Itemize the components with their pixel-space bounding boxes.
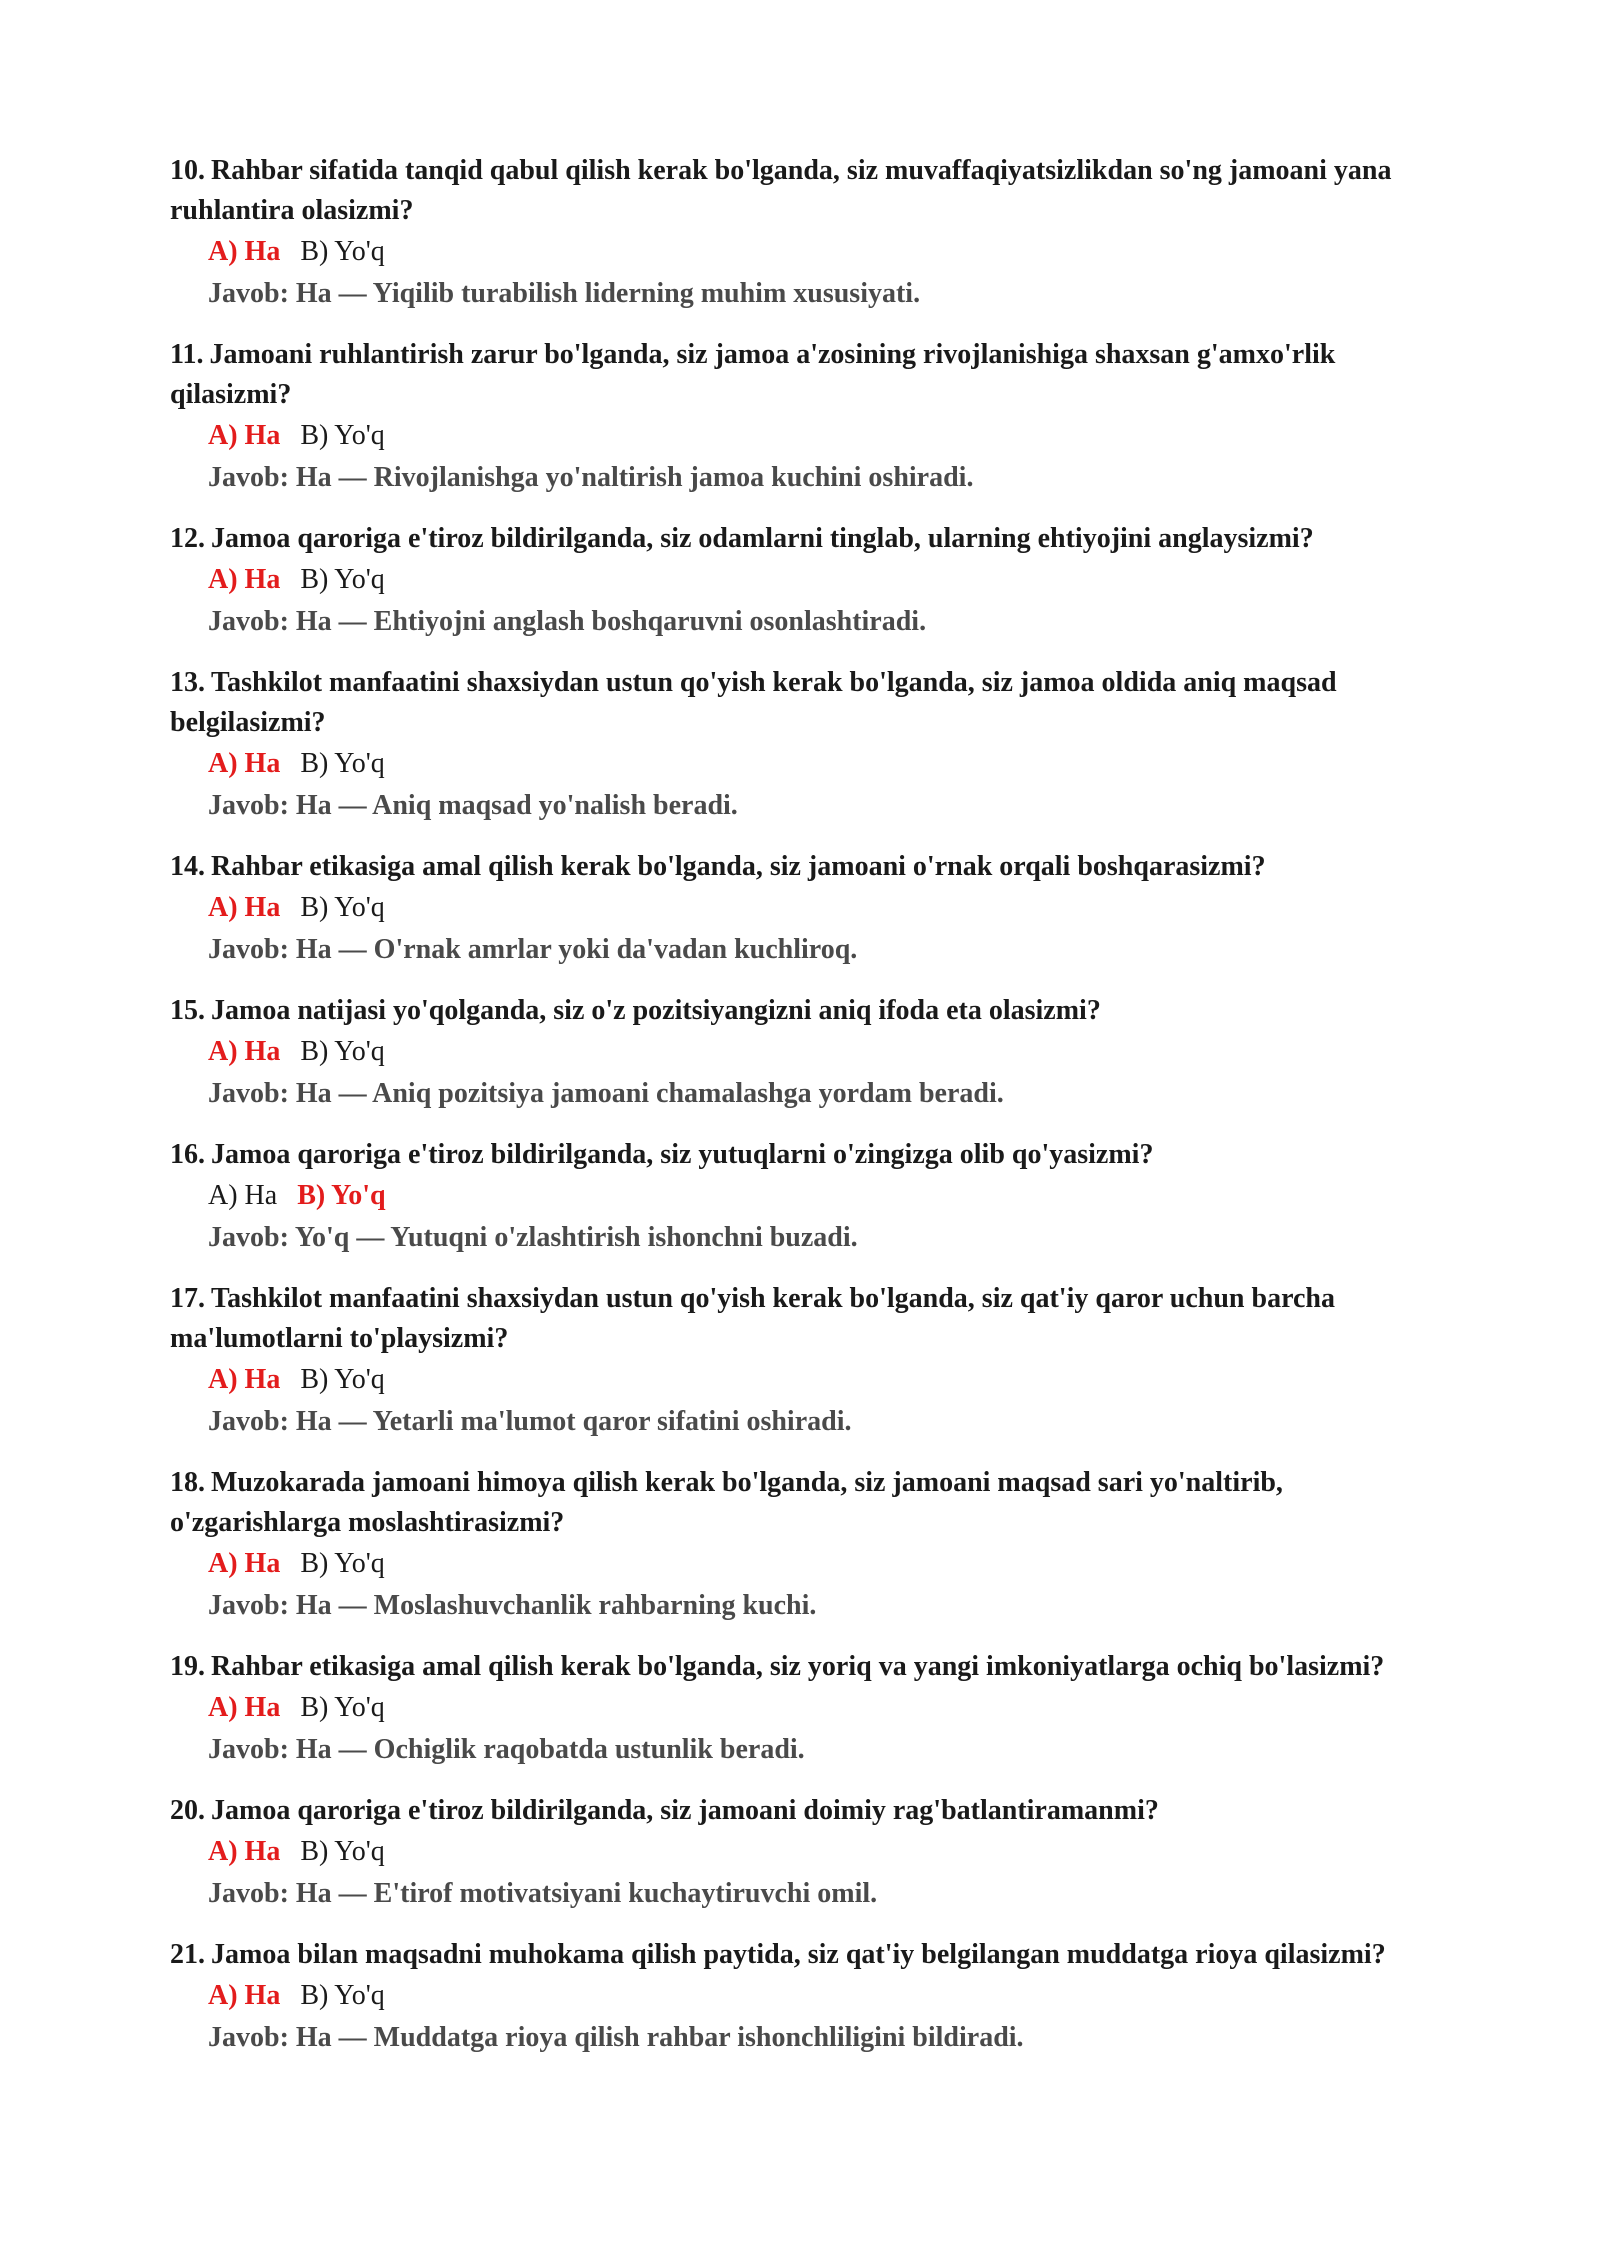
answer-explanation: Javob: Ha — E'tirof motivatsiyani kuchaytiruvchi omil.: [208, 1878, 878, 1909]
answer-explanation: Javob: Ha — Ochiglik raqobatda ustunlik beradi.: [208, 1734, 805, 1765]
question-prompt: Jamoani ruhlantirish zarur bo'lganda, siz jamoa a'zosining rivojlanishiga shaxsan g'amxo'rlik qilasizmi?: [170, 339, 1336, 410]
question-text: [170, 847, 1440, 887]
question-block: [170, 1935, 1440, 2059]
question-block: [170, 1135, 1440, 1259]
question-number: 12.: [170, 523, 205, 554]
question-prompt: Rahbar etikasiga amal qilish kerak bo'lganda, siz yoriq va yangi imkoniyatlarga ochiq bo'lasizmi?: [211, 1651, 1385, 1682]
option-a: A) Ha: [208, 1180, 278, 1211]
question-block: [170, 1279, 1440, 1443]
option-b: B) Yo'q: [300, 748, 385, 779]
question-prompt: Jamoa qaroriga e'tiroz bildirilganda, siz odamlarni tinglab, ularning ehtiyojini anglaysizmi?: [211, 523, 1314, 554]
answer-options: [170, 231, 1440, 273]
option-a: A) Ha: [208, 1036, 281, 1067]
question-text: [170, 1463, 1440, 1543]
question-text: [170, 1791, 1440, 1831]
question-text: [170, 663, 1440, 743]
option-a: A) Ha: [208, 236, 281, 267]
option-a: A) Ha: [208, 564, 281, 595]
option-a: A) Ha: [208, 1980, 281, 2011]
answer-explanation: Javob: Yo'q — Yutuqni o'zlashtirish ishonchni buzadi.: [208, 1222, 858, 1253]
answer-options: [170, 1687, 1440, 1729]
answer-explanation: Javob: Ha — Muddatga rioya qilish rahbar ishonchliligini bildiradi.: [208, 2022, 1024, 2053]
question-text: [170, 335, 1440, 415]
answer-options: [170, 1175, 1440, 1217]
question-prompt: Jamoa bilan maqsadni muhokama qilish paytida, siz qat'iy belgilangan muddatga rioya qilasizmi?: [211, 1939, 1386, 1970]
answer-options: [170, 887, 1440, 929]
question-prompt: Muzokarada jamoani himoya qilish kerak bo'lganda, siz jamoani maqsad sari yo'naltirib, o'zgarishlarga moslashtirasizmi?: [170, 1467, 1283, 1538]
question-number: 18.: [170, 1467, 205, 1498]
question-number: 15.: [170, 995, 205, 1026]
answer-explanation: Javob: Ha — Aniq maqsad yo'nalish beradi.: [208, 790, 738, 821]
question-block: [170, 991, 1440, 1115]
question-text: [170, 1279, 1440, 1359]
answer-options: [170, 1031, 1440, 1073]
option-b: B) Yo'q: [300, 1692, 385, 1723]
option-b: B) Yo'q: [300, 564, 385, 595]
answer-explanation: Javob: Ha — Yetarli ma'lumot qaror sifatini oshiradi.: [208, 1406, 852, 1437]
question-prompt: Jamoa qaroriga e'tiroz bildirilganda, siz yutuqlarni o'zingizga olib qo'yasizmi?: [211, 1139, 1154, 1170]
question-text: [170, 1135, 1440, 1175]
question-prompt: Tashkilot manfaatini shaxsiydan ustun qo'yish kerak bo'lganda, siz qat'iy qaror uchun barcha ma'lumotlarni to'playsizmi?: [170, 1283, 1335, 1354]
option-b: B) Yo'q: [300, 1548, 385, 1579]
option-b: B) Yo'q: [300, 892, 385, 923]
question-block: [170, 335, 1440, 499]
option-a: A) Ha: [208, 892, 281, 923]
question-block: [170, 1791, 1440, 1915]
option-a: A) Ha: [208, 1548, 281, 1579]
question-prompt: Jamoa natijasi yo'qolganda, siz o'z pozitsiyangizni aniq ifoda eta olasizmi?: [211, 995, 1101, 1026]
question-number: 20.: [170, 1795, 205, 1826]
question-number: 11.: [170, 339, 204, 370]
question-block: [170, 663, 1440, 827]
answer-options: [170, 559, 1440, 601]
question-prompt: Rahbar etikasiga amal qilish kerak bo'lganda, siz jamoani o'rnak orqali boshqarasizmi?: [211, 851, 1266, 882]
option-b: B) Yo'q: [300, 1980, 385, 2011]
option-b: B) Yo'q: [300, 1836, 385, 1867]
question-prompt: Tashkilot manfaatini shaxsiydan ustun qo'yish kerak bo'lganda, siz jamoa oldida aniq maqsad belgilasizmi?: [170, 667, 1337, 738]
question-block: [170, 847, 1440, 971]
option-b: B) Yo'q: [300, 1364, 385, 1395]
answer-explanation: Javob: Ha — O'rnak amrlar yoki da'vadan kuchliroq.: [208, 934, 858, 965]
question-text: [170, 1647, 1440, 1687]
question-number: 16.: [170, 1139, 205, 1170]
answer-options: [170, 1975, 1440, 2017]
answer-explanation: Javob: Ha — Aniq pozitsiya jamoani chamalashga yordam beradi.: [208, 1078, 1004, 1109]
option-a: A) Ha: [208, 420, 281, 451]
option-a: A) Ha: [208, 748, 281, 779]
question-text: [170, 991, 1440, 1031]
question-number: 19.: [170, 1651, 205, 1682]
answer-options: [170, 1543, 1440, 1585]
question-prompt: Rahbar sifatida tanqid qabul qilish kerak bo'lganda, siz muvaffaqiyatsizlikdan so'ng jamoani yana ruhlantira olasizmi?: [170, 155, 1392, 226]
question-number: 17.: [170, 1283, 205, 1314]
answer-explanation: Javob: Ha — Yiqilib turabilish liderning muhim xususiyati.: [208, 278, 921, 309]
option-b: B) Yo'q: [297, 1180, 386, 1211]
question-text: [170, 151, 1440, 231]
question-block: [170, 1463, 1440, 1627]
answer-options: [170, 743, 1440, 785]
question-block: [170, 1647, 1440, 1771]
option-b: B) Yo'q: [300, 236, 385, 267]
option-b: B) Yo'q: [300, 420, 385, 451]
answer-options: [170, 415, 1440, 457]
question-block: [170, 519, 1440, 643]
answer-explanation: Javob: Ha — Ehtiyojni anglash boshqaruvni osonlashtiradi.: [208, 606, 927, 637]
question-number: 14.: [170, 851, 205, 882]
option-a: A) Ha: [208, 1364, 281, 1395]
question-number: 13.: [170, 667, 205, 698]
answer-options: [170, 1831, 1440, 1873]
option-a: A) Ha: [208, 1836, 281, 1867]
question-text: [170, 1935, 1440, 1975]
question-block: [170, 151, 1440, 315]
document-body: [170, 151, 1440, 2079]
question-number: 21.: [170, 1939, 205, 1970]
question-number: 10.: [170, 155, 205, 186]
answer-explanation: Javob: Ha — Rivojlanishga yo'naltirish jamoa kuchini oshiradi.: [208, 462, 974, 493]
option-b: B) Yo'q: [300, 1036, 385, 1067]
answer-explanation: Javob: Ha — Moslashuvchanlik rahbarning kuchi.: [208, 1590, 817, 1621]
option-a: A) Ha: [208, 1692, 281, 1723]
answer-options: [170, 1359, 1440, 1401]
question-prompt: Jamoa qaroriga e'tiroz bildirilganda, siz jamoani doimiy rag'batlantiramanmi?: [211, 1795, 1159, 1826]
question-text: [170, 519, 1440, 559]
